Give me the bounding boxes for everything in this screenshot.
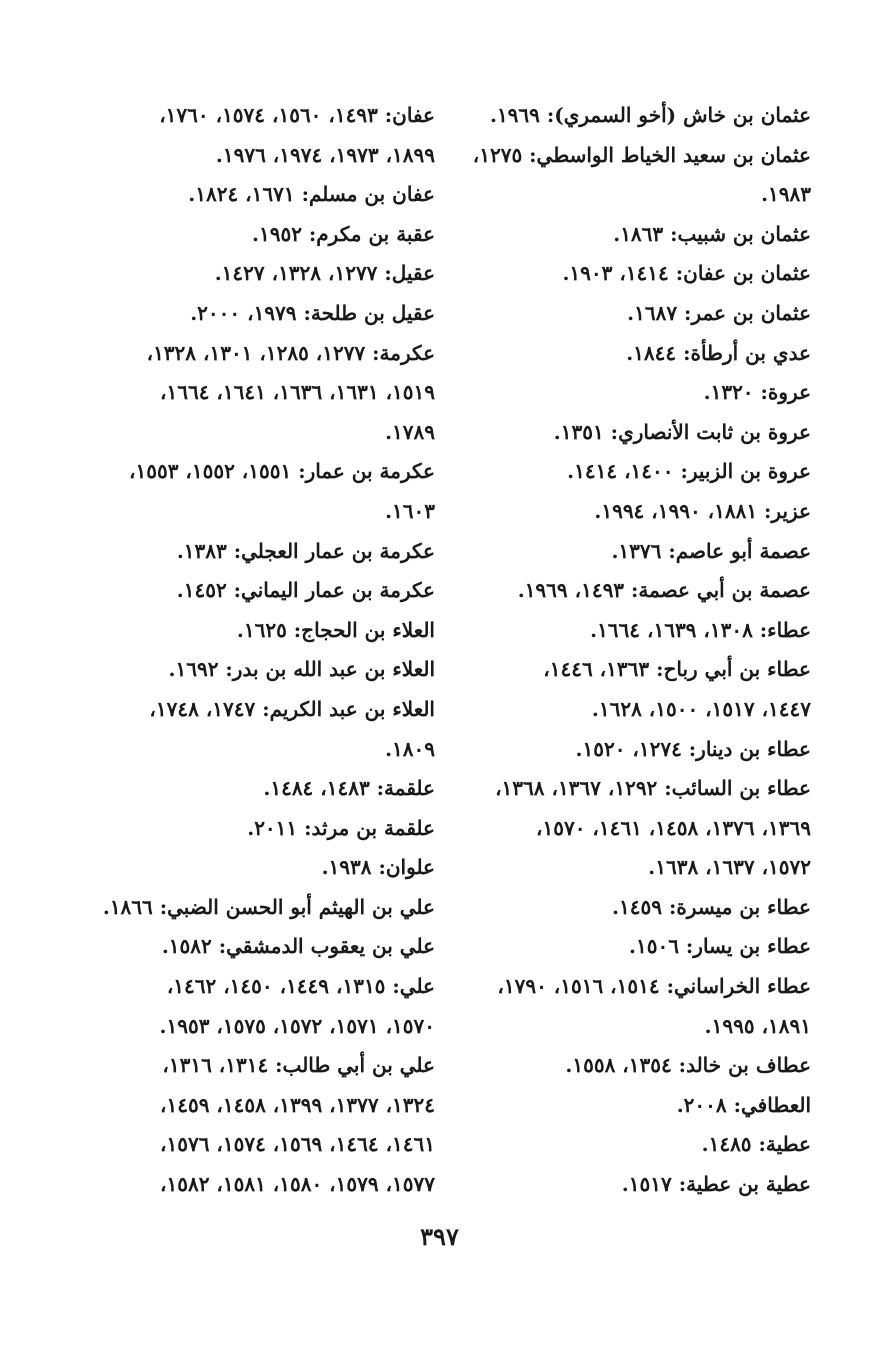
index-entry-line: عقيل بن طلحة: ١٩٧٩، ٢٠٠٠.	[190, 300, 435, 325]
index-entry-line: ١٩٨٣.	[761, 182, 811, 207]
index-entry-line: العلاء بن عبد الله بن بدر: ١٦٩٢.	[168, 657, 435, 682]
index-entry-line: ١٧٨٩.	[385, 419, 435, 444]
index-entry-line: علقمة: ١٤٨٣، ١٤٨٤.	[263, 776, 435, 801]
index-entry-line: ١٨٠٩.	[385, 736, 435, 761]
index-entry-line: ١٥٧٠، ١٥٧١، ١٥٧٢، ١٥٧٥، ١٩٥٣.	[159, 1013, 435, 1038]
index-entry-line: عفان: ١٤٩٣، ١٥٦٠، ١٥٧٤، ١٧٦٠،	[159, 103, 435, 127]
index-entry-line: علي بن أبي طالب: ١٣١٤، ١٣١٦،	[162, 1053, 435, 1078]
index-entry-line: عروة بن ثابت الأنصاري: ١٣٥١.	[553, 419, 811, 444]
index-entry-line: علي بن الهيثم أبو الحسن الضبي: ١٨٦٦.	[102, 894, 435, 919]
index-column-left	[95, 96, 435, 1205]
index-entry-line: ١٣٦٩، ١٣٧٦، ١٤٥٨، ١٤٦١، ١٥٧٠،	[536, 815, 811, 840]
index-entry-line: عثمان بن عفان: ١٤١٤، ١٩٠٣.	[562, 261, 811, 286]
index-entry-line: عطية: ١٤٨٥.	[701, 1132, 811, 1157]
index-entry-line: العلاء بن الحجاج: ١٦٢٥.	[236, 617, 435, 642]
index-entry-line: ١٨٩١، ١٩٩٥.	[704, 1013, 811, 1038]
index-entry-line: عقبة بن مكرم: ١٩٥٢.	[252, 221, 435, 246]
index-entry-line: عطاء بن أبي رباح: ١٣٦٣، ١٤٤٦،	[543, 657, 811, 682]
index-entry-line: عروة بن الزبير: ١٤٠٠، ١٤١٤.	[567, 459, 811, 484]
index-entry-line: علقمة بن مرثد: ٢٠١١.	[247, 815, 435, 840]
index-entry-line: ١٣٢٤، ١٣٧٧، ١٣٩٩، ١٤٥٨، ١٤٥٩،	[160, 1092, 435, 1117]
index-entry-line: عثمان بن سعيد الخياط الواسطي: ١٢٧٥،	[472, 142, 811, 167]
index-entry-line: ١٥٧٧، ١٥٧٩، ١٥٨٠، ١٥٨١، ١٥٨٢،	[160, 1172, 435, 1197]
index-entry-line: عطاء بن ميسرة: ١٤٥٩.	[612, 894, 811, 919]
index-entry-line: العطافي: ٢٠٠٨.	[676, 1092, 811, 1117]
index-entry-line: عثمان بن عمر: ١٦٨٧.	[627, 300, 811, 325]
index-entry-line: ١٥٧٢، ١٦٣٧، ١٦٣٨.	[648, 855, 811, 880]
index-entry-line: عكرمة بن عمار: ١٥٥١، ١٥٥٢، ١٥٥٣،	[129, 459, 435, 484]
index-entry-line: علي بن يعقوب الدمشقي: ١٥٨٢.	[161, 934, 435, 959]
index-entry-line: عطاء الخراساني: ١٥١٤، ١٥١٦، ١٧٩٠،	[497, 974, 811, 999]
index-entry-line: عروة: ١٣٢٠.	[703, 380, 811, 405]
index-entry-line: علوان: ١٩٣٨.	[321, 855, 435, 880]
index-entry-line: عطاف بن خالد: ١٣٥٤، ١٥٥٨.	[565, 1053, 811, 1078]
index-entry-line: ١٦٠٣.	[385, 498, 435, 523]
index-entry-line: عفان بن مسلم: ١٦٧١، ١٨٢٤.	[188, 182, 435, 207]
index-entry-line: عطاء بن يسار: ١٥٠٦.	[629, 934, 811, 959]
index-entry-line: عدي بن أرطأة: ١٨٤٤.	[626, 340, 811, 365]
index-entry-line: عطاء بن دينار: ١٢٧٤، ١٥٢٠.	[575, 736, 811, 761]
index-entry-line: ١٨٩٩، ١٩٧٣، ١٩٧٤، ١٩٧٦.	[215, 142, 435, 167]
index-entry-line: عطية بن عطية: ١٥١٧.	[621, 1172, 811, 1197]
index-entry-line: علي: ١٣١٥، ١٤٤٩، ١٤٥٠، ١٤٦٢،	[166, 974, 435, 999]
index-entry-line: العلاء بن عبد الكريم: ١٧٤٧، ١٧٤٨،	[149, 696, 435, 721]
index-entry-line: عصمة بن أبي عصمة: ١٤٩٣، ١٩٦٩.	[517, 578, 811, 603]
index-entry-line: عكرمة: ١٢٧٧، ١٢٨٥، ١٣٠١، ١٣٢٨،	[146, 340, 435, 365]
index-entry-line: ١٤٦١، ١٤٦٤، ١٥٦٩، ١٥٧٤، ١٥٧٦،	[160, 1132, 435, 1157]
index-entry-line: ١٤٤٧، ١٥١٧، ١٥٠٠، ١٦٢٨.	[591, 696, 811, 721]
index-entry-line: عثمان بن شبيب: ١٨٦٣.	[613, 221, 811, 246]
index-entry-line: عصمة أبو عاصم: ١٣٧٦.	[611, 538, 811, 563]
page-number: ٣٩٧	[420, 1222, 459, 1251]
index-entry-line: ١٥١٩، ١٦٣١، ١٦٣٦، ١٦٤١، ١٦٦٤،	[160, 380, 435, 405]
index-entry-line: عكرمة بن عمار اليماني: ١٤٥٢.	[176, 578, 435, 603]
index-entry-line: عكرمة بن عمار العجلي: ١٣٨٣.	[176, 538, 435, 563]
index-entry-line: عقيل: ١٢٧٧، ١٣٢٨، ١٤٢٧.	[214, 261, 435, 286]
index-entry-line: عطاء بن السائب: ١٢٩٢، ١٣٦٧، ١٣٦٨،	[495, 776, 811, 801]
index-entry-line: عزير: ١٨٨١، ١٩٩٠، ١٩٩٤.	[594, 498, 811, 523]
index-entry-line: عثمان بن خاش (أخو السمري): ١٩٦٩.	[489, 103, 811, 127]
index-column-right	[460, 96, 811, 1205]
index-entry-line: عطاء: ١٣٠٨، ١٦٣٩، ١٦٦٤.	[590, 617, 811, 642]
